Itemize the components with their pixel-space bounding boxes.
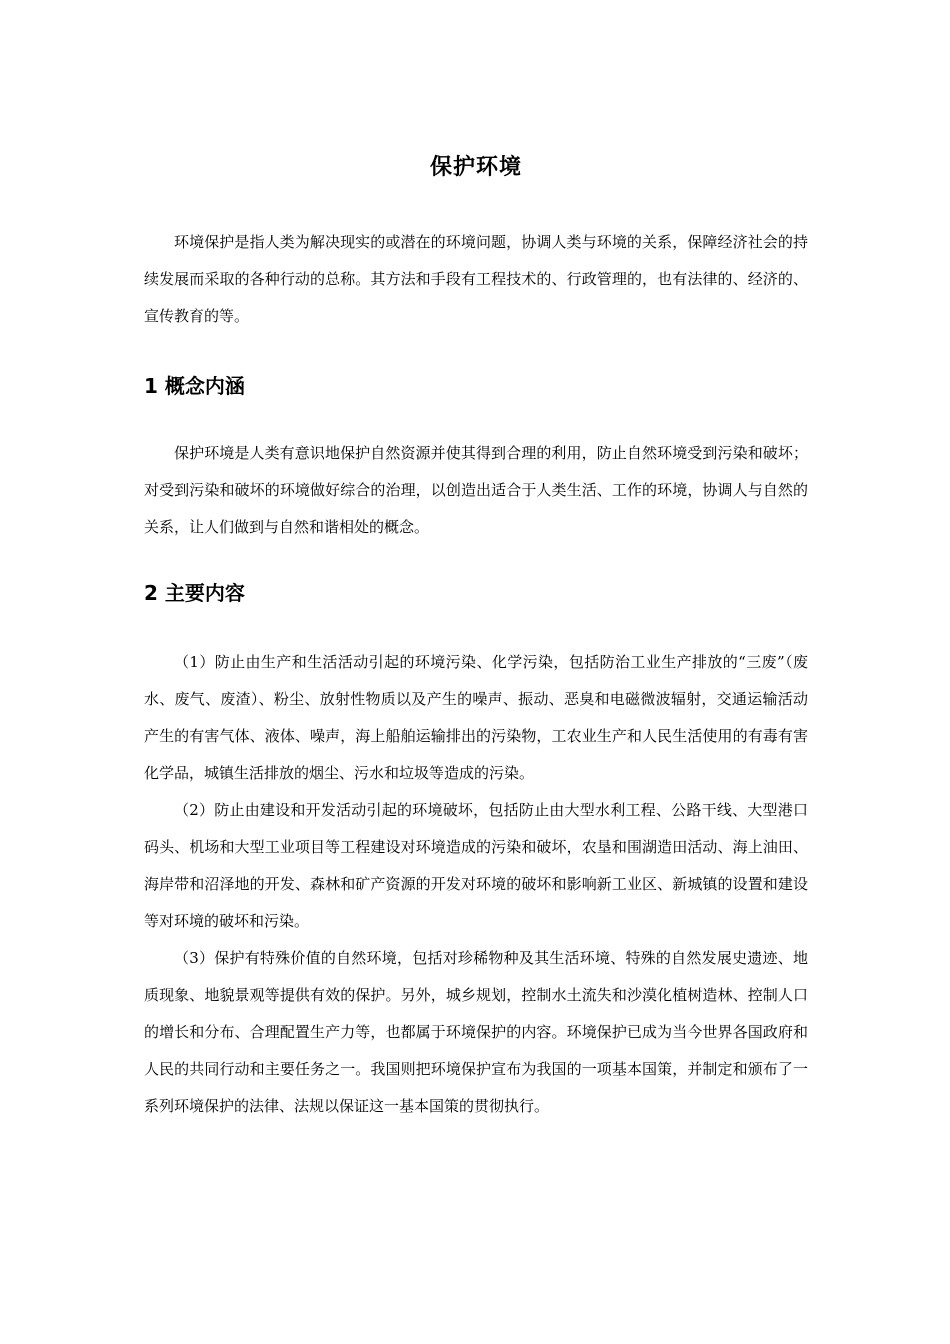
main-content-item-1: （1）防止由生产和生活活动引起的环境污染、化学污染，包括防治工业生产排放的“三废”（废水、废气、废渣）、粉尘、放射性物质以及产生的噪声、振动、恶臭和电磁微波辐射，交通运输活动产生的有害气体、液体、噪声，海上船舶运输排出的污染物，工农业生产和人民生活使用的有毒有害化学品，城镇生活排放的烟尘、污水和垃圾等造成的污染。: [144, 653, 808, 782]
section-heading-concept: 1 概念内涵: [144, 374, 245, 398]
section-heading-main-content: 2 主要内容: [144, 581, 245, 605]
document-page: [144, 150, 808, 1125]
concept-paragraph: 保护环境是人类有意识地保护自然资源并使其得到合理的利用，防止自然环境受到污染和破坏；对受到污染和破坏的环境做好综合的治理，以创造出适合于人类生活、工作的环境，协调人与自然的关系，让人们做到与自然和谐相处的概念。: [144, 444, 808, 536]
main-content-item-2: （2）防止由建设和开发活动引起的环境破坏，包括防止由大型水利工程、公路干线、大型港口码头、机场和大型工业项目等工程建设对环境造成的污染和破坏，农垦和围湖造田活动、海上油田、海岸带和沼泽地的开发、森林和矿产资源的开发对环境的破坏和影响新工业区、新城镇的设置和建设等对环境的破坏和污染。: [144, 801, 808, 930]
document-title: 保护环境: [429, 155, 522, 180]
intro-paragraph: 环境保护是指人类为解决现实的或潜在的环境问题，协调人类与环境的关系，保障经济社会的持续发展而采取的各种行动的总称。其方法和手段有工程技术的、行政管理的，也有法律的、经济的、宣传教育的等。: [144, 233, 808, 325]
main-content-item-3: （3）保护有特殊价值的自然环境，包括对珍稀物种及其生活环境、特殊的自然发展史遗迹、地质现象、地貌景观等提供有效的保护。另外，城乡规划，控制水土流失和沙漠化植树造林、控制人口的增长和分布、合理配置生产力等，也都属于环境保护的内容。环境保护已成为当今世界各国政府和人民的共同行动和主要任务之一。我国则把环境保护宣布为我国的一项基本国策，并制定和颁布了一系列环境保护的法律、法规以保证这一基本国策的贯彻执行。: [144, 949, 808, 1115]
main-content-paragraphs: [144, 644, 808, 1125]
